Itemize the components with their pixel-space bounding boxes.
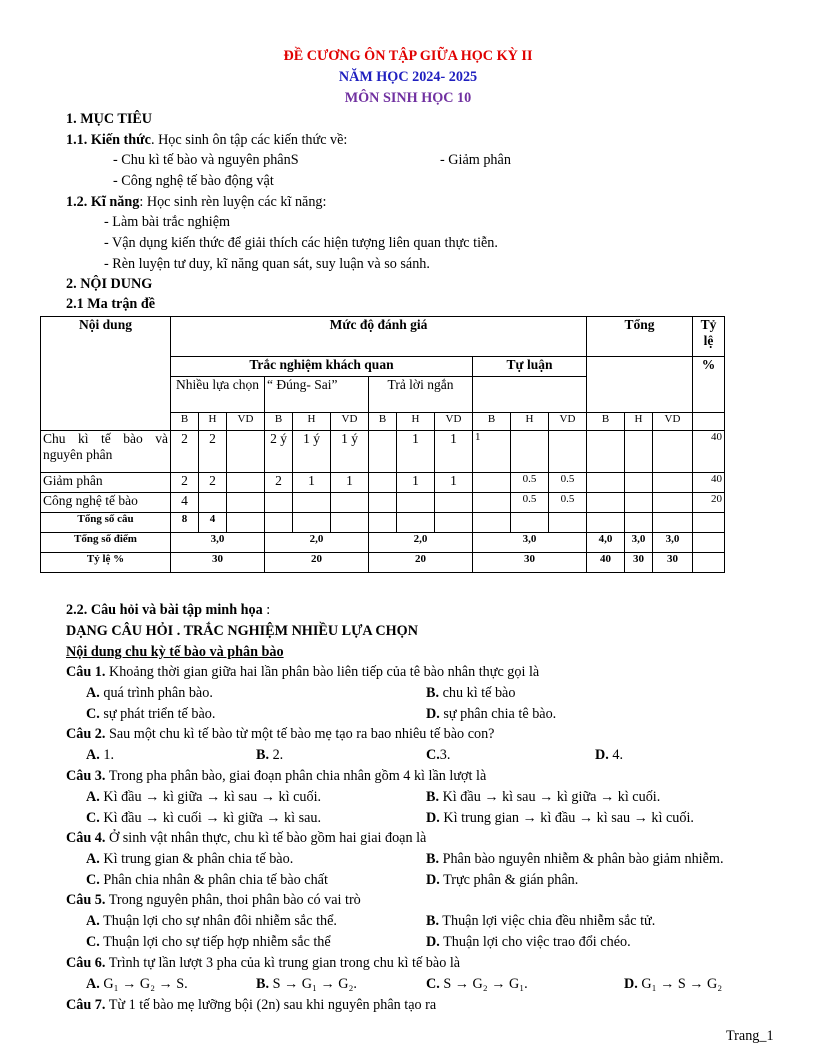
option-text: Kì đầu → kì sau → kì giữa → kì cuối. — [439, 789, 661, 805]
question-text: Trình tự lần lượt 3 pha của kì trung gian trong chu kì tế bào là — [105, 955, 461, 971]
question-2 — [66, 726, 494, 742]
document-title: ĐỀ CƯƠNG ÔN TẬP GIỮA HỌC KỲ II — [283, 48, 533, 64]
option-text: Kì trung gian → kì đầu → kì sau → kì cuối. — [439, 810, 694, 826]
objectives-heading: 1. MỤC TIÊU — [66, 111, 153, 127]
option-b — [426, 851, 724, 867]
knowledge-line — [66, 132, 347, 148]
option-a — [86, 747, 114, 763]
option-text: 1. — [99, 747, 114, 763]
level-h: H — [397, 413, 435, 431]
option-c — [86, 934, 331, 950]
question-4 — [66, 830, 426, 846]
cell — [397, 513, 435, 533]
option-letter: C. — [86, 872, 100, 888]
level-h: H — [625, 413, 653, 431]
cell — [265, 513, 293, 533]
subject-title: MÔN SINH HỌC 10 — [344, 90, 472, 106]
skills-label: 1.2. Kĩ năng — [66, 194, 140, 210]
cell — [625, 513, 653, 533]
cell — [397, 493, 435, 513]
level-vd: VD — [227, 413, 265, 431]
question-6 — [66, 955, 460, 971]
option-letter: A. — [86, 747, 100, 763]
cell — [293, 513, 331, 533]
cell — [473, 513, 511, 533]
option-text: Thuận lợi cho sự nhân đôi nhiễm sắc thể. — [99, 913, 337, 929]
level-vd: VD — [549, 413, 587, 431]
cell: 2,0 — [265, 533, 369, 553]
row-name: Chu kì tế bào và nguyên phân — [41, 431, 171, 473]
option-letter: A. — [86, 685, 100, 701]
header-essay: Tự luận — [473, 357, 587, 377]
option-letter: D. — [426, 872, 440, 888]
questions-heading-bold: 2.2. Câu hỏi và bài tập minh họa — [66, 602, 263, 618]
cell — [331, 513, 369, 533]
cell — [369, 473, 397, 493]
cell: 3,0 — [473, 533, 587, 553]
matrix-heading: 2.1 Ma trận đề — [66, 296, 156, 312]
header-percent: % — [693, 357, 725, 413]
level-h: H — [293, 413, 331, 431]
option-letter: A. — [86, 851, 100, 867]
option-text: Phân chia nhân & phân chia tế bào chất — [99, 872, 328, 888]
knowledge-item-2: - Giảm phân — [440, 152, 511, 168]
question-label: Câu 5. — [66, 892, 106, 908]
row-name: Giảm phân — [41, 473, 171, 493]
option-text: Thuận lợi cho việc trao đổi chéo. — [439, 934, 631, 950]
cell: 1 — [293, 473, 331, 493]
option-text: Kì trung gian & phân chia tế bào. — [99, 851, 294, 867]
option-d — [426, 872, 578, 888]
option-letter: C. — [86, 706, 100, 722]
question-label: Câu 2. — [66, 726, 106, 742]
skill-item-1: - Làm bài trắc nghiệm — [104, 214, 231, 230]
option-d — [595, 747, 623, 763]
option-letter: D. — [595, 747, 609, 763]
header-true-false: “ Đúng- Sai” — [265, 377, 369, 413]
cell: 2 — [171, 473, 199, 493]
cell: 1 — [435, 431, 473, 473]
question-3 — [66, 768, 486, 784]
option-c — [426, 747, 450, 763]
cell: 40 — [587, 553, 625, 573]
row-name: Tổng số câu — [41, 513, 171, 533]
option-c — [86, 872, 328, 888]
option-text: Phân bào nguyên nhiễm & phân bào giảm nhiễm. — [439, 851, 724, 867]
option-letter: B. — [256, 976, 270, 992]
option-d — [426, 706, 556, 722]
option-letter: D. — [426, 934, 440, 950]
cell: 1 — [397, 431, 435, 473]
question-label: Câu 3. — [66, 768, 106, 784]
table-row — [41, 553, 725, 573]
cell: 0.5 — [549, 493, 587, 513]
question-label: Câu 4. — [66, 830, 106, 846]
question-text: Trong nguyên phân, thoi phân bào có vai trò — [105, 892, 361, 908]
option-a — [86, 789, 321, 805]
cell: 40 — [693, 473, 725, 493]
cell — [549, 431, 587, 473]
school-year: NĂM HỌC 2024- 2025 — [338, 69, 478, 85]
question-1 — [66, 664, 539, 680]
cell — [549, 513, 587, 533]
question-7 — [66, 997, 436, 1013]
level-b: B — [587, 413, 625, 431]
option-letter: C. — [426, 976, 440, 992]
option-text: sự phát triển tế bào. — [99, 706, 216, 722]
question-label: Câu 6. — [66, 955, 106, 971]
cell: 30 — [625, 553, 653, 573]
option-a — [86, 976, 188, 992]
header-total: Tổng — [587, 317, 693, 357]
option-b — [426, 913, 655, 929]
cell — [511, 431, 549, 473]
cell: 4,0 — [587, 533, 625, 553]
table-row — [41, 533, 725, 553]
cell — [653, 473, 693, 493]
cell — [511, 513, 549, 533]
content-heading: 2. NỘI DUNG — [66, 276, 153, 292]
knowledge-item-3: - Công nghệ tế bào động vật — [113, 173, 274, 189]
option-text: S → G₁ → G₂. — [269, 976, 357, 992]
level-h: H — [511, 413, 549, 431]
cell — [653, 513, 693, 533]
questions-heading-rest: : — [262, 602, 271, 618]
cell: 2 — [199, 431, 227, 473]
cell — [435, 493, 473, 513]
cell — [227, 493, 265, 513]
cell — [369, 493, 397, 513]
cell: 30 — [653, 553, 693, 573]
skill-item-2: - Vận dụng kiến thức để giải thích các hiện tượng liên quan thực tiễn. — [104, 235, 498, 251]
knowledge-item-1: - Chu kì tế bào và nguyên phânS — [113, 152, 299, 168]
cell — [625, 473, 653, 493]
option-text: Thuận lợi cho sự tiếp hợp nhiễm sắc thể — [99, 934, 331, 950]
question-label: Câu 7. — [66, 997, 106, 1013]
question-5 — [66, 892, 361, 908]
cell — [693, 553, 725, 573]
cell: 0.5 — [511, 493, 549, 513]
level-b: B — [171, 413, 199, 431]
header-multiple-choice: Nhiều lựa chọn — [171, 377, 265, 413]
question-text: Từ 1 tế bào mẹ lưỡng bội (2n) sau khi nguyên phân tạo ra — [105, 997, 437, 1013]
option-a — [86, 913, 337, 929]
header-essay-blank — [473, 377, 587, 413]
option-text: 2. — [269, 747, 284, 763]
row-name: Tỷ lệ % — [41, 553, 171, 573]
cell — [293, 493, 331, 513]
option-c — [426, 976, 528, 992]
cell: 1 — [473, 431, 511, 473]
question-text: Ở sinh vật nhân thực, chu kì tế bào gồm hai giai đoạn là — [105, 830, 427, 846]
skills-line — [66, 194, 326, 210]
cell: 1 — [397, 473, 435, 493]
option-letter: C. — [426, 747, 440, 763]
option-text: sự phân chia tê bào. — [439, 706, 557, 722]
cell: 2 — [265, 473, 293, 493]
option-d — [624, 976, 722, 992]
question-text: Trong pha phân bào, giai đoạn phân chia nhân gồm 4 kì lần lượt là — [105, 768, 487, 784]
cell: 2 ý — [265, 431, 293, 473]
option-b — [256, 747, 283, 763]
option-text: G₁ → G₂ → S. — [99, 976, 188, 992]
header-short-answer: Trả lời ngắn — [369, 377, 473, 413]
cell: 20 — [369, 553, 473, 573]
option-d — [426, 810, 694, 826]
option-letter: B. — [256, 747, 270, 763]
knowledge-text: . Học sinh ôn tập các kiến thức về: — [150, 132, 348, 148]
option-text: Kì đầu → kì giữa → kì sau → kì cuối. — [99, 789, 322, 805]
level-b: B — [265, 413, 293, 431]
question-text: Sau một chu kì tế bào từ một tế bào mẹ tạo ra bao nhiêu tế bào con? — [105, 726, 495, 742]
option-text: G₁ → S → G₂ — [637, 976, 723, 992]
cell — [587, 431, 625, 473]
option-text: 4. — [608, 747, 623, 763]
table-row — [41, 473, 725, 493]
matrix-header-row-1 — [41, 317, 725, 357]
cell: 1 — [435, 473, 473, 493]
row-name: Công nghệ tế bào — [41, 493, 171, 513]
questions-heading — [66, 602, 270, 618]
topic-heading: Nội dung chu kỳ tế bào và phân bào — [66, 644, 284, 660]
option-letter: B. — [426, 851, 440, 867]
cell — [369, 431, 397, 473]
cell — [435, 513, 473, 533]
cell — [653, 431, 693, 473]
cell — [227, 513, 265, 533]
cell: 20 — [693, 493, 725, 513]
option-letter: D. — [624, 976, 638, 992]
option-b — [426, 685, 515, 701]
skills-text: : Học sinh rèn luyện các kĩ năng: — [139, 194, 327, 210]
cell — [587, 513, 625, 533]
cell — [331, 493, 369, 513]
row-name: Tổng số điểm — [41, 533, 171, 553]
cell — [227, 431, 265, 473]
cell — [199, 493, 227, 513]
option-letter: C. — [86, 934, 100, 950]
option-letter: A. — [86, 976, 100, 992]
option-a — [86, 851, 293, 867]
question-text: Khoảng thời gian giữa hai lần phân bào liên tiếp của tê bào nhân thực gọi là — [105, 664, 540, 680]
cell: 1 ý — [331, 431, 369, 473]
level-vd: VD — [331, 413, 369, 431]
option-c — [86, 810, 321, 826]
cell — [625, 431, 653, 473]
table-row — [41, 493, 725, 513]
level-b: B — [473, 413, 511, 431]
question-type-heading: DẠNG CÂU HỎI . TRẮC NGHIỆM NHIỀU LỰA CHỌN — [66, 623, 418, 639]
cell: 2,0 — [369, 533, 473, 553]
option-text: Thuận lợi việc chia đều nhiễm sắc tử. — [439, 913, 656, 929]
cell — [587, 473, 625, 493]
level-vd: VD — [653, 413, 693, 431]
level-h: H — [199, 413, 227, 431]
option-letter: B. — [426, 913, 440, 929]
cell: 30 — [473, 553, 587, 573]
cell: 3,0 — [171, 533, 265, 553]
option-letter: B. — [426, 685, 440, 701]
option-b — [256, 976, 357, 992]
level-vd: VD — [435, 413, 473, 431]
cell: 1 ý — [293, 431, 331, 473]
header-ratio: Tỷ lệ — [693, 317, 725, 357]
knowledge-label: 1.1. Kiến thức — [66, 132, 151, 148]
option-d — [426, 934, 631, 950]
cell — [473, 493, 511, 513]
cell: 3,0 — [653, 533, 693, 553]
option-text: 3. — [439, 747, 451, 763]
blank-cell — [693, 413, 725, 431]
cell — [473, 473, 511, 493]
option-c — [86, 706, 215, 722]
cell: 20 — [265, 553, 369, 573]
cell: 0.5 — [511, 473, 549, 493]
cell — [625, 493, 653, 513]
table-row — [41, 513, 725, 533]
option-letter: B. — [426, 789, 440, 805]
option-a — [86, 685, 213, 701]
option-letter: D. — [426, 706, 440, 722]
cell: 4 — [199, 513, 227, 533]
option-b — [426, 789, 660, 805]
cell: 8 — [171, 513, 199, 533]
cell — [653, 493, 693, 513]
table-row — [41, 431, 725, 473]
cell: 2 — [171, 431, 199, 473]
cell — [227, 473, 265, 493]
cell: 0.5 — [549, 473, 587, 493]
cell — [693, 513, 725, 533]
cell: 1 — [331, 473, 369, 493]
cell: 2 — [199, 473, 227, 493]
header-objective: Trắc nghiệm khách quan — [171, 357, 473, 377]
header-assessment-level: Mức độ đánh giá — [171, 317, 587, 357]
option-text: Kì đầu → kì cuối → kì giữa → kì sau. — [99, 810, 322, 826]
option-letter: D. — [426, 810, 440, 826]
option-letter: C. — [86, 810, 100, 826]
question-label: Câu 1. — [66, 664, 106, 680]
cell: 30 — [171, 553, 265, 573]
page-number: Trang_1 — [726, 1028, 774, 1044]
skill-item-3: - Rèn luyện tư duy, kĩ năng quan sát, suy luận và so sánh. — [104, 256, 430, 272]
assessment-matrix-table — [40, 316, 725, 573]
cell — [587, 493, 625, 513]
option-text: S → G₂ → G₁. — [439, 976, 528, 992]
cell: 40 — [693, 431, 725, 473]
cell — [693, 533, 725, 553]
cell — [369, 513, 397, 533]
cell — [265, 493, 293, 513]
option-letter: A. — [86, 913, 100, 929]
option-text: quá trình phân bào. — [99, 685, 213, 701]
option-text: chu kì tế bào — [439, 685, 516, 701]
cell: 3,0 — [625, 533, 653, 553]
option-text: Trực phân & gián phân. — [439, 872, 579, 888]
option-letter: A. — [86, 789, 100, 805]
header-content: Nội dung — [41, 317, 171, 431]
cell: 4 — [171, 493, 199, 513]
header-total-blank — [587, 357, 693, 413]
level-b: B — [369, 413, 397, 431]
